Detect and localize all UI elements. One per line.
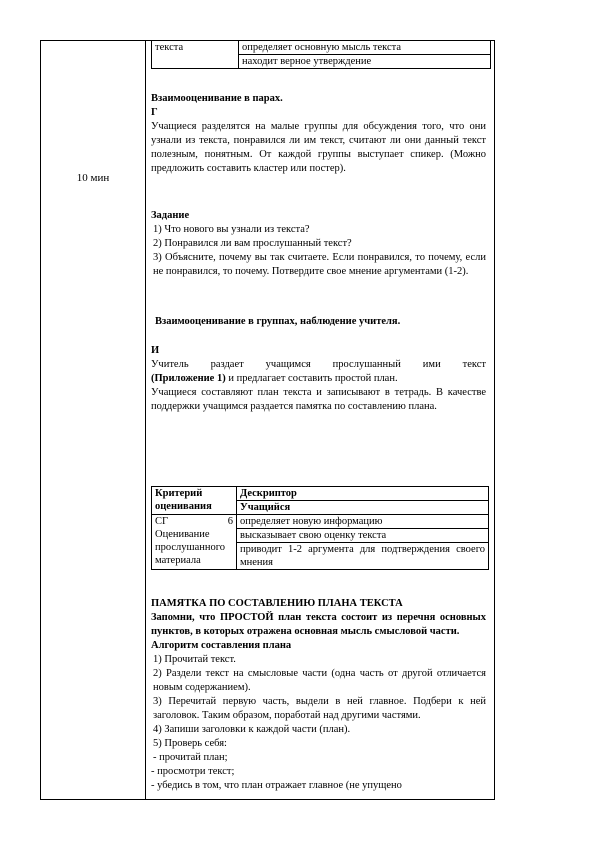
descriptor-2: высказывает свою оценку текста: [237, 529, 489, 543]
descriptor-3: приводит 1-2 аргумента для подтверждения своего мнения: [237, 543, 489, 570]
individual-text2: Учащиеся составляют план текста и записывают в тетрадь. В качестве поддержки учащимся раздается памятка по составлению плана.: [151, 387, 486, 412]
criteria-table: [151, 486, 489, 570]
criteria-text: Оценивание прослушанного материала: [155, 529, 226, 566]
criteria-cell: [152, 515, 237, 570]
memo-algo-heading: Алгоритм составления плана: [151, 640, 292, 651]
pair-assessment-section: [151, 92, 486, 176]
task-section: [151, 209, 486, 279]
task-item-2: 2) Понравился ли вам прослушанный текст?: [153, 238, 352, 249]
individual-line1-cont: [151, 372, 486, 386]
memo-section: [151, 597, 486, 793]
time-label: 10 мин: [76, 172, 110, 184]
lesson-table: [40, 40, 495, 800]
individual-line1c: и предлагает составить простой план.: [225, 373, 398, 384]
memo-step-1: 1) Прочитай текст.: [153, 654, 236, 665]
pair-assessment-heading: Взаимооценивание в парах.: [151, 93, 283, 104]
task-item-3: 3) Объясните, почему вы так считаете. Если понравился, то почему, если не понравился, то почему. Потвердите свое мнение аргументами (1-2).: [153, 252, 486, 277]
memo-title: ПАМЯТКА ПО СОСТАВЛЕНИЮ ПЛАНА ТЕКСТА: [151, 598, 403, 609]
top-descriptor-table: [151, 41, 491, 69]
individual-marker: И: [151, 345, 160, 356]
individual-line1: [151, 358, 486, 372]
memo-check-2: - просмотри текст;: [151, 766, 235, 777]
task-item-1: 1) Что нового вы узнали из текста?: [153, 224, 310, 235]
memo-intro: Запомни, что ПРОСТОЙ план текста состоит из перечня основных пунктов, в которых отражена основная мысль смысловой части.: [151, 612, 486, 637]
memo-step-2: 2) Раздели текст на смысловые части (одна часть от другой отличается новым содержанием).: [153, 668, 486, 693]
criteria-header-descriptor: Дескриптор: [237, 487, 489, 501]
group-assessment-heading: Взаимооценивание в группах, наблюдение учителя.: [155, 316, 401, 327]
memo-check-3: - убедись в том, что план отражает главное (не упущено: [151, 780, 402, 791]
criteria-header-criterion: Критерий оценивания: [152, 487, 237, 515]
group-assessment-section: [151, 315, 486, 329]
top-table-col1: текста: [152, 41, 239, 69]
task-heading: Задание: [151, 210, 190, 221]
criteria-code: СГ: [155, 516, 169, 527]
top-table-row1: определяет основную мысль текста: [239, 41, 491, 55]
column-divider: [145, 41, 146, 799]
top-table-row2: находит верное утверждение: [239, 55, 491, 69]
pair-assessment-text: Учащиеся разделятся на малые группы для обсуждения того, что они узнали из текста, понравился ли им текст, считают ли они данный текст полезным, понятным. От каждой группы выступает спикер. (Можно предложить составить кластер или постер).: [151, 121, 486, 174]
memo-step-5: 5) Проверь себя:: [153, 738, 227, 749]
individual-line1a: Учитель раздает учащимся прослушанный ими текст: [151, 359, 486, 370]
individual-appendix: (Приложение 1): [151, 373, 226, 384]
criteria-header-student: Учащийся: [237, 501, 489, 515]
criteria-number: 6: [227, 516, 233, 527]
pair-assessment-marker: Г: [151, 107, 158, 118]
memo-step-4: 4) Запиши заголовки к каждой части (план).: [153, 724, 351, 735]
individual-section: [151, 344, 486, 414]
memo-step-3: 3) Перечитай первую часть, выдели в ней главное. Подбери к ней заголовок. Таким образом, поработай над другими частями.: [153, 696, 486, 721]
memo-check-1: - прочитай план;: [153, 752, 228, 763]
descriptor-1: определяет новую информацию: [237, 515, 489, 529]
